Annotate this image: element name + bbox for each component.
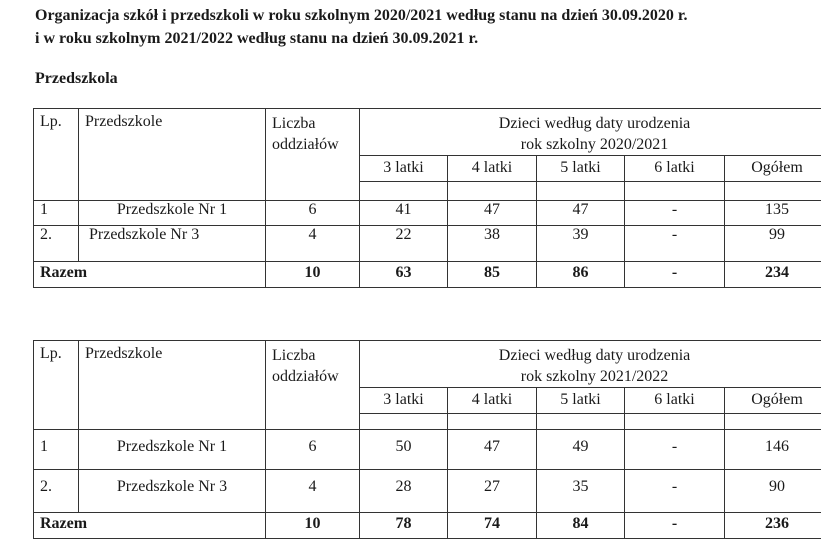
header-name: Przedszkole	[79, 109, 266, 201]
header-col: 4 latki	[448, 388, 537, 414]
total-value: -	[625, 513, 725, 539]
total-value: -	[625, 262, 725, 288]
table-row	[34, 226, 821, 262]
cell-value: 41	[360, 201, 448, 226]
title-line-1: Organizacja szkół i przedszkoli w roku szkolnym 2020/2021 według stanu na dzień 30.09.2020 r.	[35, 7, 688, 24]
total-value: 85	[448, 262, 537, 288]
cell-value: 47	[448, 201, 537, 226]
cell-name: Przedszkole Nr 1	[79, 201, 266, 226]
cell-value: 135	[725, 201, 821, 226]
section-heading: Przedszkola	[35, 70, 118, 87]
cell-lp: 1	[34, 201, 79, 226]
header-col: 5 latki	[537, 388, 625, 414]
header-groups-line2: oddziałów	[272, 136, 339, 153]
total-row	[34, 262, 821, 288]
header-span-line1: Dzieci według daty urodzenia	[498, 347, 691, 364]
cell-groups: 6	[266, 430, 360, 470]
cell-value: 38	[448, 226, 537, 262]
header-col: 4 latki	[448, 156, 537, 182]
total-value: 63	[360, 262, 448, 288]
header-groups	[266, 341, 360, 430]
cell-value: 28	[360, 470, 448, 513]
table-2021-2022	[33, 340, 821, 539]
header-span-line2: rok szkolny 2021/2022	[520, 368, 669, 385]
cell-value: 35	[537, 470, 625, 513]
cell-groups: 6	[266, 201, 360, 226]
cell-name: Przedszkole Nr 1	[79, 430, 266, 470]
cell-value: 99	[725, 226, 821, 262]
title-line-2: i w roku szkolnym 2021/2022 według stanu na dzień 30.09.2021 r.	[35, 30, 479, 47]
total-groups: 10	[266, 262, 360, 288]
header-name: Przedszkole	[79, 341, 266, 430]
header-col: 6 latki	[625, 156, 725, 182]
total-value: 236	[725, 513, 821, 539]
header-col: 6 latki	[625, 388, 725, 414]
cell-name: Przedszkole Nr 3	[79, 470, 266, 513]
cell-value: 49	[537, 430, 625, 470]
total-value: 78	[360, 513, 448, 539]
header-lp: Lp.	[34, 341, 79, 430]
cell-value: -	[625, 430, 725, 470]
total-value: 86	[537, 262, 625, 288]
cell-value: 146	[725, 430, 821, 470]
total-value: 74	[448, 513, 537, 539]
header-col: 5 latki	[537, 156, 625, 182]
header-col: Ogółem	[725, 156, 821, 182]
total-value: 84	[537, 513, 625, 539]
header-groups-line2: oddziałów	[272, 368, 339, 385]
header-col: 3 latki	[360, 388, 448, 414]
header-col: Ogółem	[725, 388, 821, 414]
cell-value: -	[625, 201, 725, 226]
document-title	[35, 4, 688, 50]
header-col: 3 latki	[360, 156, 448, 182]
cell-value: 47	[537, 201, 625, 226]
total-label: Razem	[34, 513, 266, 539]
cell-value: 27	[448, 470, 537, 513]
cell-groups: 4	[266, 470, 360, 513]
cell-value: 47	[448, 430, 537, 470]
cell-value: 50	[360, 430, 448, 470]
table-row	[34, 470, 821, 513]
cell-value: 90	[725, 470, 821, 513]
header-groups-line1: Liczba	[272, 115, 316, 132]
header-span-line1: Dzieci według daty urodzenia	[498, 115, 691, 132]
total-label: Razem	[34, 262, 266, 288]
cell-value: -	[625, 470, 725, 513]
cell-groups: 4	[266, 226, 360, 262]
header-groups-line1: Liczba	[272, 347, 316, 364]
header-span-line2: rok szkolny 2020/2021	[520, 136, 669, 153]
total-row	[34, 513, 821, 539]
cell-value: 22	[360, 226, 448, 262]
total-groups: 10	[266, 513, 360, 539]
table-2020-2021	[33, 108, 821, 288]
header-span	[360, 341, 821, 388]
cell-value: 39	[537, 226, 625, 262]
cell-name: Przedszkole Nr 3	[79, 226, 266, 262]
cell-lp: 2.	[34, 226, 79, 262]
cell-lp: 2.	[34, 470, 79, 513]
table-row	[34, 430, 821, 470]
total-value: 234	[725, 262, 821, 288]
header-span	[360, 109, 821, 156]
header-groups	[266, 109, 360, 201]
cell-value: -	[625, 226, 725, 262]
table-row	[34, 201, 821, 226]
cell-lp: 1	[34, 430, 79, 470]
header-lp: Lp.	[34, 109, 79, 201]
